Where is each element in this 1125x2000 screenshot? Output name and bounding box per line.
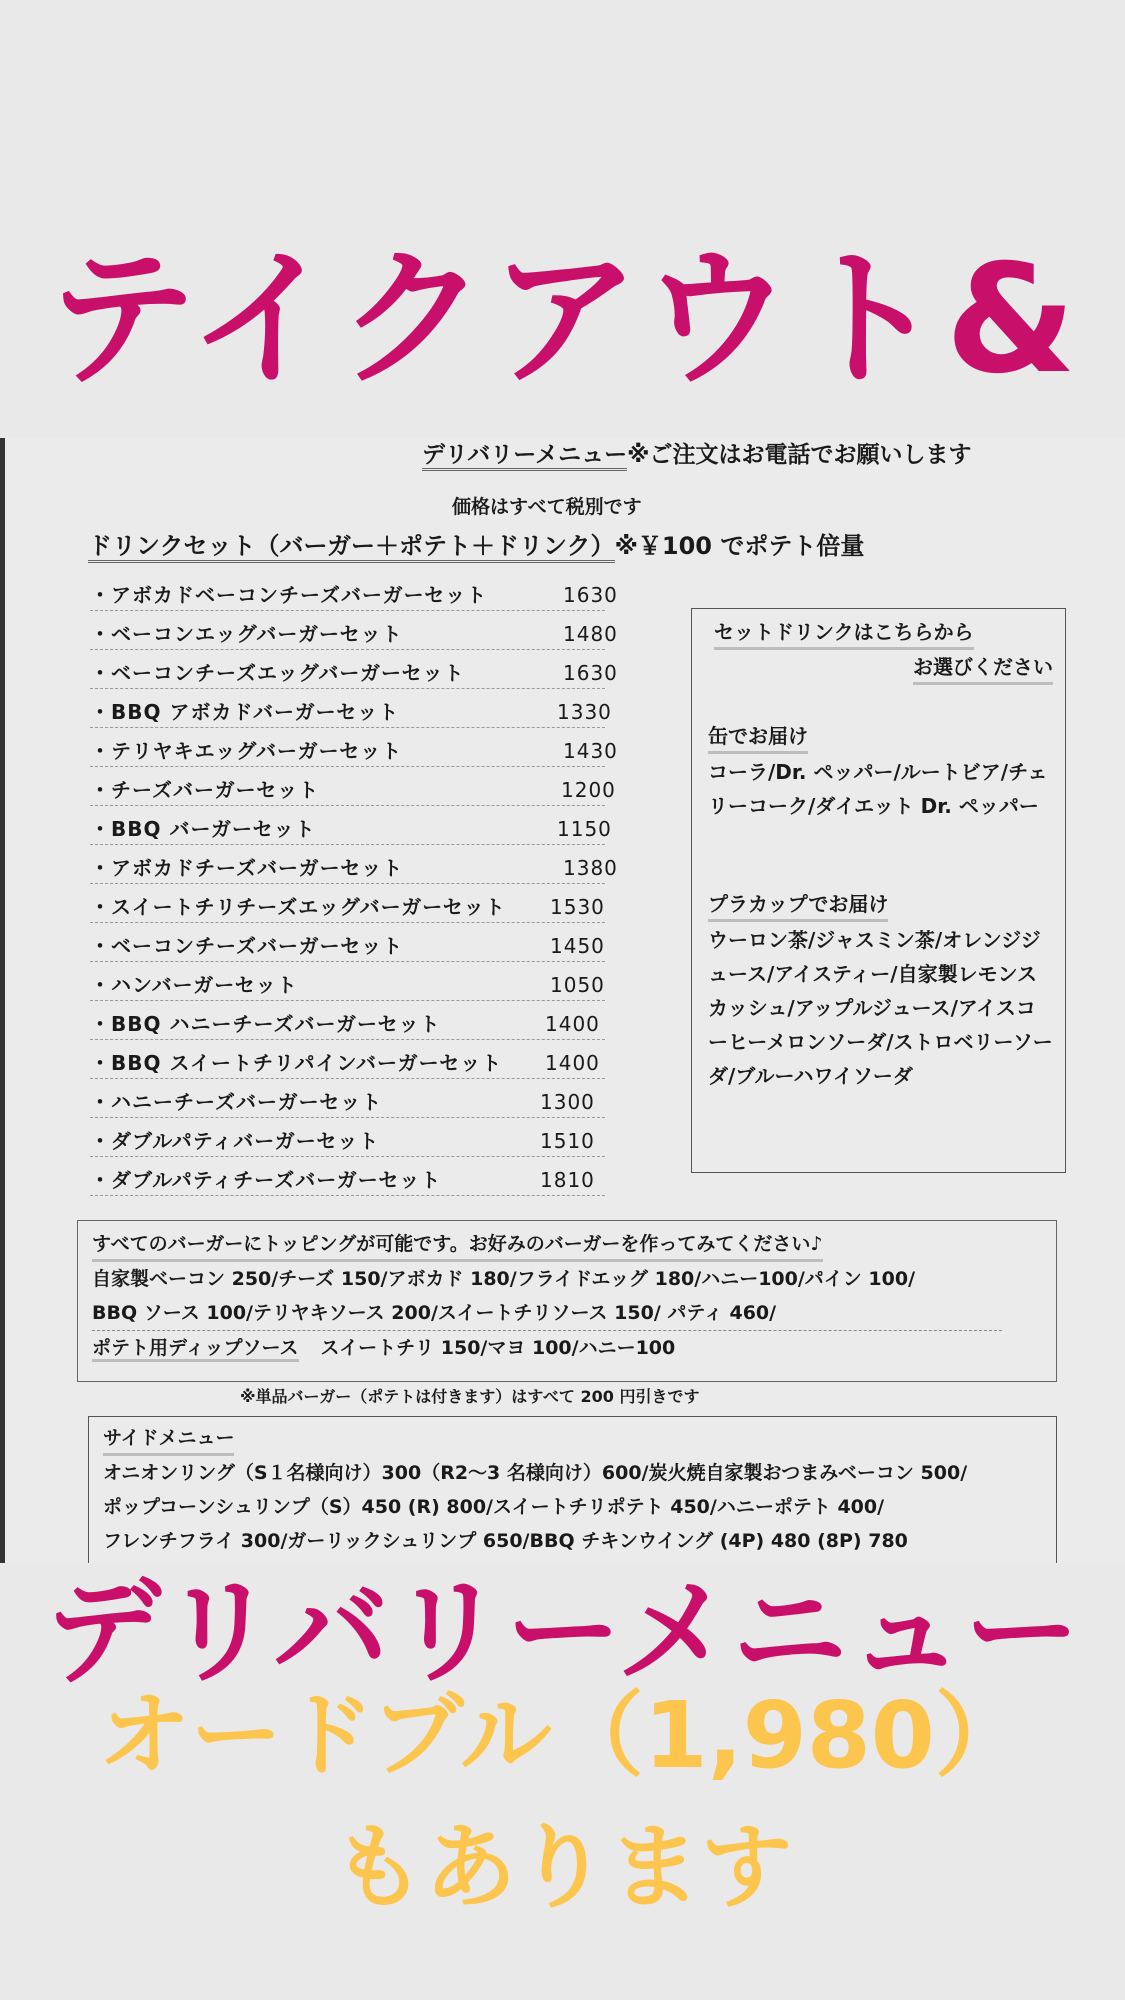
set-heading xyxy=(88,526,864,561)
side-line-2: ポップコーンシュリンプ（S）450 (R) 800/スイートチリポテト 450/ハニーポテト 400/ xyxy=(103,1496,885,1518)
left-divider xyxy=(0,438,5,1563)
delivery-menu-headline: デリバリーメニュー xyxy=(45,1565,1080,1700)
menu-title-underlined: デリバリーメニュー xyxy=(422,442,627,471)
set-item-name: ・ベーコンチーズバーガーセット xyxy=(90,934,404,958)
hors-doeuvre-price: オードブル（1,980） xyxy=(98,1682,1027,1789)
set-item xyxy=(90,619,618,658)
set-item xyxy=(90,697,610,736)
set-item xyxy=(90,970,610,1009)
side-menu-box xyxy=(88,1416,1057,1563)
set-item xyxy=(90,814,610,853)
set-item-price: 1300 xyxy=(540,1090,595,1114)
set-item-price: 1430 xyxy=(563,739,618,763)
dip-sauce-items: スイートチリ 150/マヨ 100/ハニー100 xyxy=(320,1337,676,1359)
takeout-headline: テイクアウト& xyxy=(46,233,1079,407)
set-item-price: 1480 xyxy=(563,622,618,646)
cup-drinks-heading: プラカップでお届け xyxy=(708,889,888,922)
set-item-name: ・ハンバーガーセット xyxy=(90,973,298,997)
set-item xyxy=(90,892,610,931)
set-item xyxy=(90,1009,610,1048)
set-item xyxy=(90,1048,610,1087)
set-item-name: ・BBQ アボカドバーガーセット xyxy=(90,700,400,724)
set-item-price: 1050 xyxy=(550,973,605,997)
can-drinks-list: コーラ/Dr. ペッパー/ルートビア/チェリーコーク/ダイエット Dr. ペッパー xyxy=(708,760,1048,818)
set-heading-note: ※￥100 でポテト倍量 xyxy=(614,532,865,560)
available-note: もあります xyxy=(332,1814,793,1921)
set-item-price: 1510 xyxy=(540,1129,595,1153)
set-item xyxy=(90,853,618,892)
side-line-1: オニオンリング（S１名様向け）300（R2～3 名様向け）600/炭火焼自家製おつまみベーコン 500/ xyxy=(103,1462,968,1484)
set-item-name: ・BBQ バーガーセット xyxy=(90,817,316,841)
dip-sauce-row xyxy=(92,1331,1042,1365)
single-burger-note: ※単品バーガー（ポテトは付きます）はすべて 200 円引きです xyxy=(240,1387,700,1406)
topping-box xyxy=(77,1220,1057,1382)
set-drink-box xyxy=(691,608,1066,1173)
set-item xyxy=(90,1087,610,1126)
cup-drinks-list: ウーロン茶/ジャスミン茶/オレンジジュース/アイスティー/自家製レモンスカッシュ/アップルジュース/アイスコーヒーメロンソーダ/ストロベリーソーダ/ブルーハワイソーダ xyxy=(708,928,1053,1088)
set-menu-list xyxy=(90,580,618,1204)
tax-note: 価格はすべて税別です xyxy=(452,496,642,518)
set-item-price: 1200 xyxy=(561,778,616,802)
set-item-name: ・BBQ スイートチリパインバーガーセット xyxy=(90,1051,503,1075)
set-item-name: ・チーズバーガーセット xyxy=(90,778,320,802)
set-item-name: ・ダブルパティチーズバーガーセット xyxy=(90,1168,442,1192)
set-item xyxy=(90,658,618,697)
set-item-price: 1530 xyxy=(550,895,605,919)
set-item xyxy=(90,1126,610,1165)
set-item-price: 1630 xyxy=(563,661,618,685)
set-item xyxy=(90,736,618,775)
set-item-price: 1330 xyxy=(557,700,612,724)
set-item-name: ・BBQ ハニーチーズバーガーセット xyxy=(90,1012,441,1036)
set-item-name: ・スイートチリチーズエッグバーガーセット xyxy=(90,895,506,919)
can-drinks-heading: 缶でお届け xyxy=(708,721,808,754)
drink-box-title: セットドリンクはこちらから xyxy=(714,617,974,650)
side-line-3: フレンチフライ 300/ガーリックシュリンプ 650/BBQ チキンウイング (4P) 480 (8P) 780 xyxy=(103,1530,908,1552)
topping-heading: すべてのバーガーにトッピングが可能です。お好みのバーガーを作ってみてください♪ xyxy=(92,1229,823,1262)
set-item-price: 1400 xyxy=(545,1012,600,1036)
set-item-price: 1810 xyxy=(540,1168,595,1192)
set-item-name: ・ベーコンエッグバーガーセット xyxy=(90,622,403,646)
side-menu-heading: サイドメニュー xyxy=(103,1423,234,1456)
set-item-price: 1450 xyxy=(550,934,605,958)
dip-sauce-label: ポテト用ディップソース xyxy=(92,1337,299,1362)
set-item-name: ・アボカドチーズバーガーセット xyxy=(90,856,404,880)
bottom-banner xyxy=(0,1563,1125,2000)
set-heading-text: ドリンクセット（バーガー＋ポテト＋ドリンク） xyxy=(88,532,615,563)
menu-title xyxy=(422,438,972,472)
menu-document xyxy=(0,438,1125,1563)
topping-heading-row xyxy=(92,1227,1042,1262)
menu-title-note: ※ご注文はお電話でお願いします xyxy=(627,442,972,468)
set-item xyxy=(90,1165,610,1204)
set-item-name: ・ダブルパティバーガーセット xyxy=(90,1129,380,1153)
set-item xyxy=(90,931,610,970)
set-item-name: ・アボカドベーコンチーズバーガーセット xyxy=(90,583,488,607)
set-item-price: 1380 xyxy=(563,856,618,880)
set-item xyxy=(90,775,616,814)
drink-box-subtitle: お選びください xyxy=(913,652,1053,685)
set-item-name: ・ベーコンチーズエッグバーガーセット xyxy=(90,661,465,685)
top-banner xyxy=(0,0,1125,438)
topping-line-1: 自家製ベーコン 250/チーズ 150/アボカド 180/フライドエッグ 180/ハニー100/パイン 100/ xyxy=(92,1268,916,1290)
topping-line-2: BBQ ソース 100/テリヤキソース 200/スイートチリソース 150/ パティ 460/ xyxy=(92,1302,777,1324)
set-item xyxy=(90,580,618,619)
set-item-price: 1630 xyxy=(563,583,618,607)
side-heading-row xyxy=(103,1421,1042,1456)
set-item-price: 1400 xyxy=(545,1051,600,1075)
set-item-name: ・ハニーチーズバーガーセット xyxy=(90,1090,383,1114)
set-item-price: 1150 xyxy=(557,817,612,841)
set-item-name: ・テリヤキエッグバーガーセット xyxy=(90,739,403,763)
